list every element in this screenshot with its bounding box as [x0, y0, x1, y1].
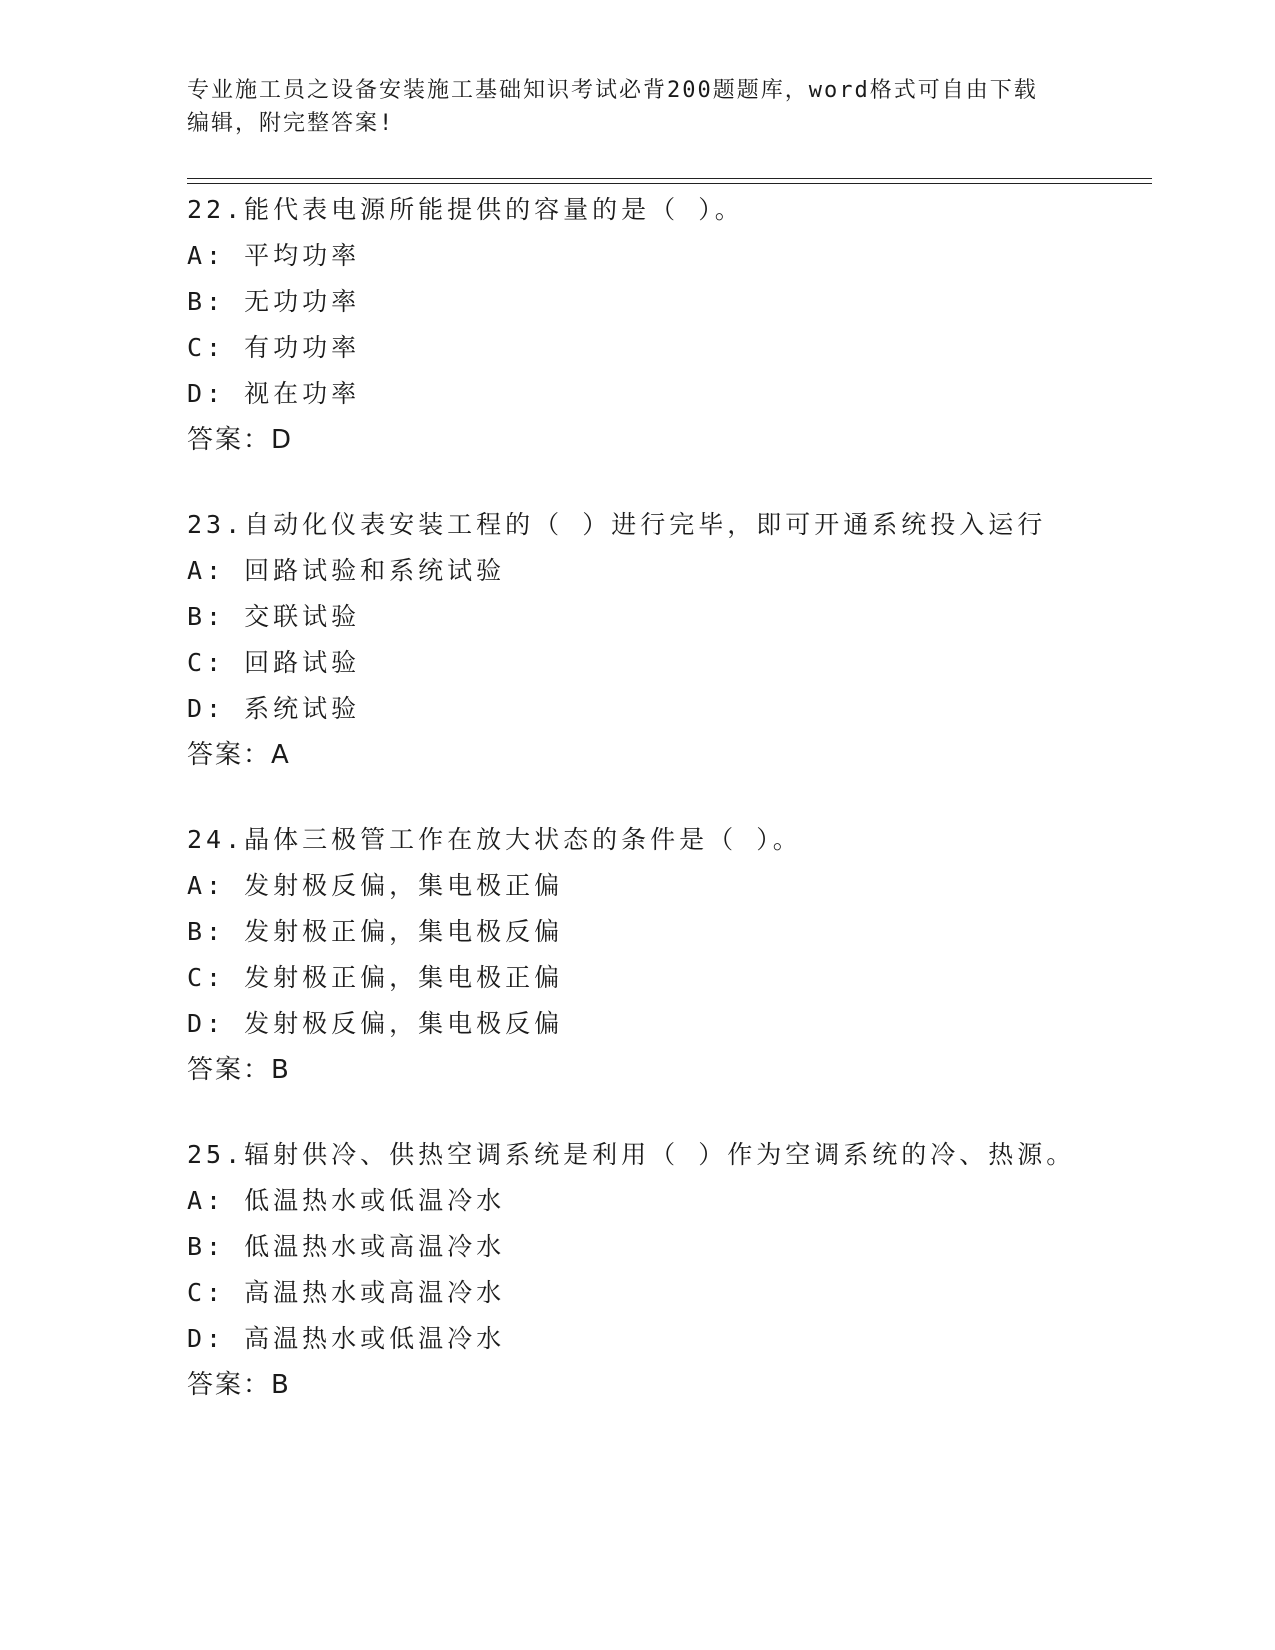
- option-b: B: 交联试验: [187, 602, 361, 631]
- answer-label: 答案：B: [187, 1370, 291, 1400]
- header-divider-bottom: [187, 183, 1152, 184]
- header-line-2: 编辑，附完整答案!: [187, 111, 395, 136]
- question-stem: 22.能代表电源所能提供的容量的是（ ）。: [187, 195, 744, 224]
- question-stem: 24.晶体三极管工作在放大状态的条件是（ ）。: [187, 825, 802, 854]
- answer-label: 答案：D: [187, 425, 294, 455]
- option-b: B: 无功功率: [187, 287, 361, 316]
- option-b: B: 低温热水或高温冷水: [187, 1232, 506, 1261]
- option-a: A: 低温热水或低温冷水: [187, 1186, 506, 1215]
- option-c: C: 发射极正偏，集电极正偏: [187, 963, 564, 992]
- question-block-25: [187, 1132, 1152, 1408]
- option-d: D: 系统试验: [187, 694, 361, 723]
- question-block-22: [187, 187, 1152, 463]
- question-stem: 25.辐射供冷、供热空调系统是利用（ ）作为空调系统的冷、热源。: [187, 1140, 1076, 1169]
- option-c: C: 高温热水或高温冷水: [187, 1278, 506, 1307]
- option-b: B: 发射极正偏，集电极反偏: [187, 917, 564, 946]
- option-a: A: 发射极反偏，集电极正偏: [187, 871, 564, 900]
- option-a: A: 平均功率: [187, 241, 361, 270]
- option-d: D: 视在功率: [187, 379, 361, 408]
- answer-label: 答案：A: [187, 740, 291, 770]
- option-d: D: 高温热水或低温冷水: [187, 1324, 506, 1353]
- option-d: D: 发射极反偏，集电极反偏: [187, 1009, 564, 1038]
- question-block-24: [187, 817, 1152, 1093]
- question-block-23: [187, 502, 1152, 778]
- option-a: A: 回路试验和系统试验: [187, 556, 506, 585]
- answer-label: 答案：B: [187, 1055, 291, 1085]
- option-c: C: 回路试验: [187, 648, 361, 677]
- question-stem: 23.自动化仪表安装工程的（ ）进行完毕，即可开通系统投入运行: [187, 510, 1047, 539]
- header-divider-top: [187, 178, 1152, 179]
- header-line-1: 专业施工员之设备安装施工基础知识考试必背200题题库，word格式可自由下载: [187, 78, 1038, 103]
- option-c: C: 有功功率: [187, 333, 361, 362]
- document-header: [187, 74, 1087, 140]
